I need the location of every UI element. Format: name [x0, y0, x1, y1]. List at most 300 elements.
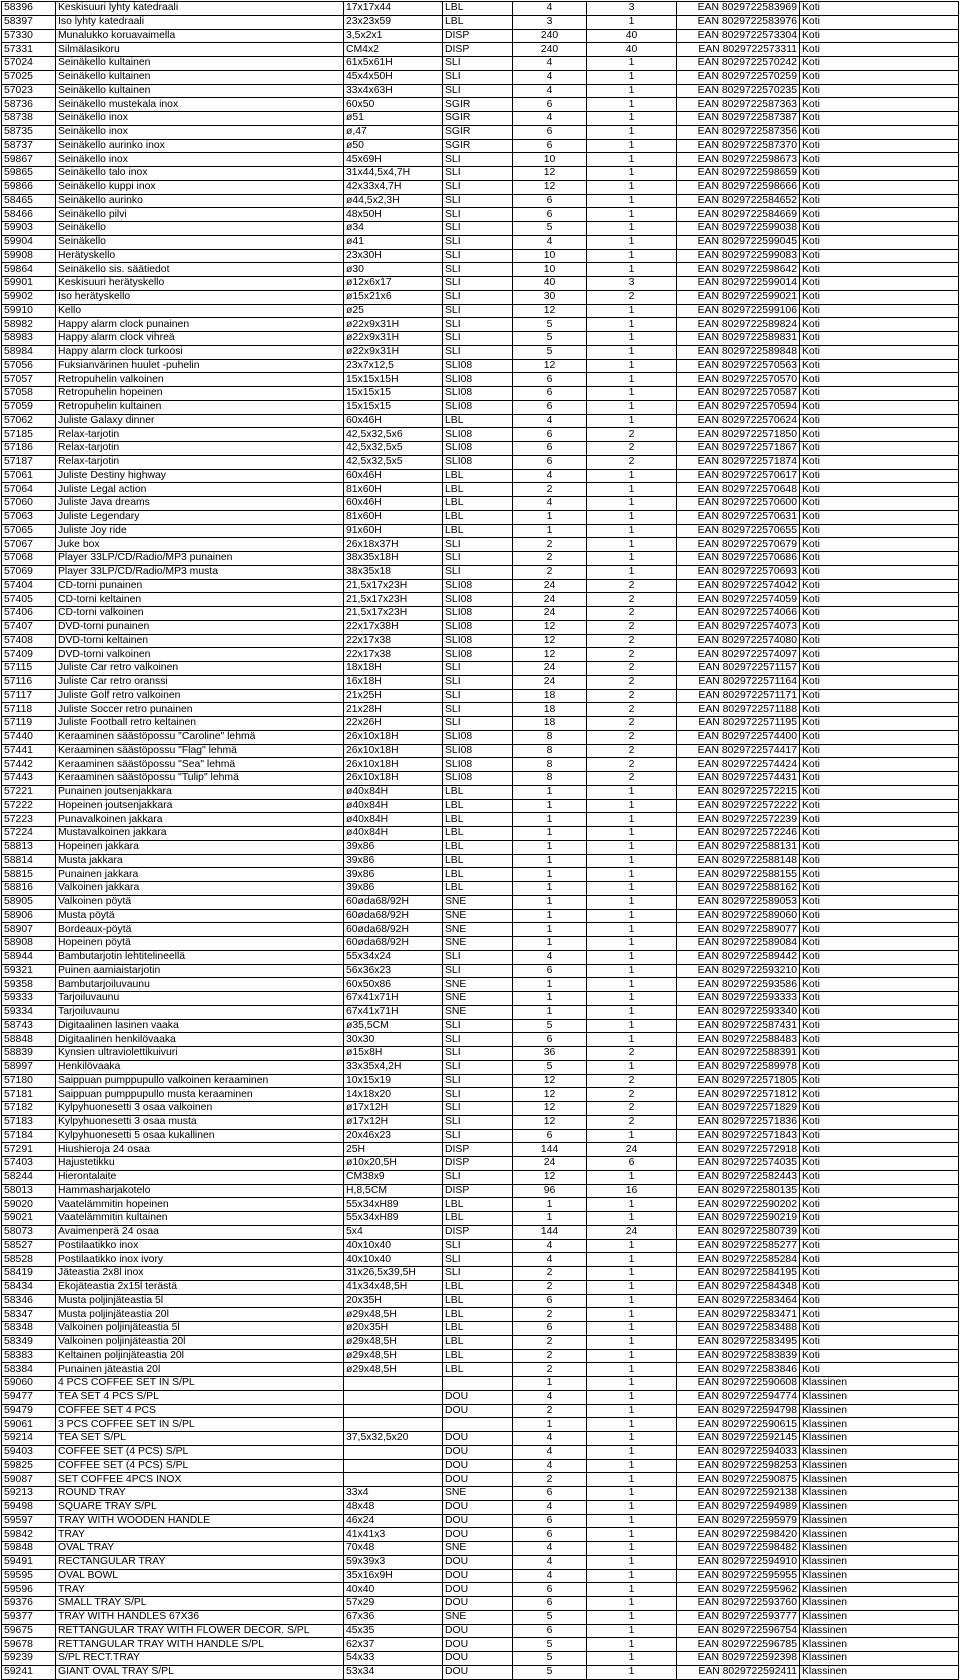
product-size-cell: 61x5x61H [344, 57, 443, 71]
ean-code-cell: EAN 8029722572215 [677, 785, 800, 799]
product-size-cell: 55x34xH89 [344, 1198, 443, 1212]
quantity-inner-cell: 4 [513, 1542, 587, 1556]
table-row [2, 510, 959, 524]
product-size-cell: 54x33 [344, 1652, 443, 1666]
packaging-group-cell: SLI [443, 304, 513, 318]
product-size-cell: 20x35H [344, 1294, 443, 1308]
category-cell: Koti [800, 799, 959, 813]
product-name-cell: Seinäkello kuppi inox [56, 180, 344, 194]
product-size-cell: ø22x9x31H [344, 318, 443, 332]
category-cell: Koti [800, 607, 959, 621]
product-code-cell: 57405 [2, 593, 56, 607]
quantity-outer-cell: 1 [587, 964, 677, 978]
quantity-outer-cell: 1 [587, 112, 677, 126]
product-code-cell: 57408 [2, 634, 56, 648]
product-name-cell: Musta jakkara [56, 854, 344, 868]
quantity-inner-cell: 4 [513, 1445, 587, 1459]
product-code-cell: 57063 [2, 510, 56, 524]
product-size-cell: 42x33x4,7H [344, 180, 443, 194]
product-code-cell: 57060 [2, 497, 56, 511]
ean-code-cell: EAN 8029722594033 [677, 1445, 800, 1459]
quantity-outer-cell: 16 [587, 1184, 677, 1198]
product-size-cell: 57x29 [344, 1597, 443, 1611]
ean-code-cell: EAN 8029722574035 [677, 1157, 800, 1171]
quantity-outer-cell: 1 [587, 1555, 677, 1569]
packaging-group-cell: LBL [443, 1308, 513, 1322]
product-size-cell: 56x36x23 [344, 964, 443, 978]
quantity-inner-cell: 1 [513, 524, 587, 538]
table-row [2, 139, 959, 153]
table-row [2, 648, 959, 662]
product-code-cell: 57057 [2, 373, 56, 387]
quantity-outer-cell: 1 [587, 1500, 677, 1514]
packaging-group-cell: LBL [443, 868, 513, 882]
ean-code-cell: EAN 8029722594910 [677, 1555, 800, 1569]
product-code-cell: 57116 [2, 675, 56, 689]
quantity-inner-cell: 1 [513, 1212, 587, 1226]
quantity-outer-cell: 1 [587, 827, 677, 841]
product-name-cell: Tarjoiluvaunu [56, 992, 344, 1006]
quantity-outer-cell: 1 [587, 1212, 677, 1226]
ean-code-cell: EAN 8029722599106 [677, 304, 800, 318]
product-code-cell: 58397 [2, 15, 56, 29]
ean-code-cell: EAN 8029722590202 [677, 1198, 800, 1212]
product-code-cell: 57330 [2, 29, 56, 43]
table-row [2, 827, 959, 841]
quantity-outer-cell: 1 [587, 84, 677, 98]
product-size-cell: ø34 [344, 222, 443, 236]
ean-code-cell: EAN 8029722595962 [677, 1583, 800, 1597]
product-code-cell: 58944 [2, 950, 56, 964]
product-code-cell: 59377 [2, 1610, 56, 1624]
product-size-cell: 14x18x20 [344, 1088, 443, 1102]
product-code-cell: 57409 [2, 648, 56, 662]
quantity-inner-cell: 6 [513, 139, 587, 153]
product-name-cell: TRAY [56, 1583, 344, 1597]
product-size-cell: 18x18H [344, 662, 443, 676]
product-name-cell: Happy alarm clock vihreä [56, 332, 344, 346]
product-code-cell: 59491 [2, 1555, 56, 1569]
quantity-outer-cell: 1 [587, 180, 677, 194]
table-row [2, 2, 959, 16]
product-name-cell: Punainen jakkara [56, 868, 344, 882]
category-cell: Klassinen [800, 1500, 959, 1514]
table-row [2, 785, 959, 799]
packaging-group-cell: DOU [443, 1459, 513, 1473]
product-name-cell: RECTANGULAR TRAY [56, 1555, 344, 1569]
product-name-cell: Punavalkoinen jakkara [56, 813, 344, 827]
quantity-outer-cell: 1 [587, 497, 677, 511]
packaging-group-cell: SLI [443, 153, 513, 167]
product-name-cell: Kylpyhuonesetti 3 osaa musta [56, 1115, 344, 1129]
table-row [2, 497, 959, 511]
packaging-group-cell: SLI08 [443, 772, 513, 786]
product-code-cell: 57067 [2, 538, 56, 552]
product-code-cell: 57442 [2, 758, 56, 772]
quantity-inner-cell: 4 [513, 497, 587, 511]
packaging-group-cell: LBL [443, 813, 513, 827]
ean-code-cell: EAN 8029722583846 [677, 1363, 800, 1377]
product-name-cell: Seinäkello kultainen [56, 84, 344, 98]
ean-code-cell: EAN 8029722574424 [677, 758, 800, 772]
packaging-group-cell: LBL [443, 827, 513, 841]
ean-code-cell: EAN 8029722583839 [677, 1349, 800, 1363]
product-name-cell: Fuksianvärinen huulet -puhelin [56, 359, 344, 373]
product-name-cell: Juliste Car retro oranssi [56, 675, 344, 689]
category-cell: Koti [800, 208, 959, 222]
packaging-group-cell: SNE [443, 923, 513, 937]
product-code-cell: 58073 [2, 1225, 56, 1239]
product-code-cell: 57056 [2, 359, 56, 373]
product-size-cell: 46x24 [344, 1514, 443, 1528]
product-code-cell: 58396 [2, 2, 56, 16]
quantity-inner-cell: 4 [513, 414, 587, 428]
table-row [2, 455, 959, 469]
product-name-cell: Juke box [56, 538, 344, 552]
product-code-cell: 59087 [2, 1473, 56, 1487]
product-name-cell: SQUARE TRAY S/PL [56, 1500, 344, 1514]
product-size-cell: 60x46H [344, 469, 443, 483]
table-row [2, 1074, 959, 1088]
product-size-cell [344, 1390, 443, 1404]
table-row [2, 744, 959, 758]
table-row [2, 428, 959, 442]
quantity-inner-cell: 4 [513, 1500, 587, 1514]
category-cell: Koti [800, 387, 959, 401]
quantity-inner-cell: 12 [513, 1170, 587, 1184]
product-code-cell: 59479 [2, 1404, 56, 1418]
product-code-cell: 57024 [2, 57, 56, 71]
quantity-outer-cell: 1 [587, 785, 677, 799]
category-cell: Koti [800, 964, 959, 978]
product-code-cell: 58528 [2, 1253, 56, 1267]
quantity-outer-cell: 1 [587, 1308, 677, 1322]
quantity-inner-cell: 1 [513, 895, 587, 909]
product-size-cell: ø15x8H [344, 1047, 443, 1061]
product-code-cell: 57221 [2, 785, 56, 799]
category-cell: Koti [800, 1239, 959, 1253]
quantity-outer-cell: 1 [587, 304, 677, 318]
product-name-cell: Seinäkello pilvi [56, 208, 344, 222]
product-name-cell: Seinäkello inox [56, 125, 344, 139]
product-name-cell: Hiushieroja 24 osaa [56, 1143, 344, 1157]
product-code-cell: 58349 [2, 1335, 56, 1349]
product-code-cell: 57443 [2, 772, 56, 786]
quantity-outer-cell: 1 [587, 1610, 677, 1624]
quantity-inner-cell: 5 [513, 1665, 587, 1679]
product-code-cell: 57119 [2, 717, 56, 731]
category-cell: Koti [800, 1115, 959, 1129]
product-size-cell: 39x86 [344, 868, 443, 882]
quantity-inner-cell: 4 [513, 2, 587, 16]
product-name-cell: Happy alarm clock turkoosi [56, 345, 344, 359]
product-code-cell: 57058 [2, 387, 56, 401]
product-code-cell: 58384 [2, 1363, 56, 1377]
table-row [2, 882, 959, 896]
product-name-cell: COFFEE SET 4 PCS [56, 1404, 344, 1418]
product-size-cell: ø29x48,5H [344, 1363, 443, 1377]
quantity-inner-cell: 36 [513, 1047, 587, 1061]
product-rows [2, 2, 959, 1680]
quantity-inner-cell: 1 [513, 813, 587, 827]
product-name-cell: Musta poljinjäteastia 20l [56, 1308, 344, 1322]
ean-code-cell: EAN 8029722599045 [677, 235, 800, 249]
table-row [2, 593, 959, 607]
table-row [2, 552, 959, 566]
ean-code-cell: EAN 8029722571157 [677, 662, 800, 676]
category-cell: Koti [800, 634, 959, 648]
table-row [2, 524, 959, 538]
product-name-cell: Vaatelämmitin kultainen [56, 1212, 344, 1226]
packaging-group-cell: LBL [443, 510, 513, 524]
packaging-group-cell: DOU [443, 1665, 513, 1679]
product-size-cell: 41x41x3 [344, 1528, 443, 1542]
product-code-cell: 59864 [2, 263, 56, 277]
product-name-cell: Retropuhelin hopeinen [56, 387, 344, 401]
ean-code-cell: EAN 8029722574097 [677, 648, 800, 662]
quantity-outer-cell: 1 [587, 1060, 677, 1074]
packaging-group-cell: SLI [443, 1060, 513, 1074]
product-name-cell: Postilaatikko inox [56, 1239, 344, 1253]
product-size-cell: 33x4x63H [344, 84, 443, 98]
quantity-inner-cell: 24 [513, 1157, 587, 1171]
product-name-cell: Retropuhelin kultainen [56, 400, 344, 414]
category-cell: Klassinen [800, 1445, 959, 1459]
ean-code-cell: EAN 8029722570594 [677, 400, 800, 414]
quantity-outer-cell: 1 [587, 318, 677, 332]
product-code-cell: 58908 [2, 937, 56, 951]
quantity-outer-cell: 2 [587, 579, 677, 593]
ean-code-cell: EAN 8029722583495 [677, 1335, 800, 1349]
quantity-inner-cell: 3 [513, 15, 587, 29]
product-name-cell: Juliste Legendary [56, 510, 344, 524]
product-name-cell: OVAL BOWL [56, 1569, 344, 1583]
ean-code-cell: EAN 8029722570655 [677, 524, 800, 538]
table-row [2, 909, 959, 923]
quantity-inner-cell: 2 [513, 1267, 587, 1281]
quantity-outer-cell: 2 [587, 634, 677, 648]
quantity-inner-cell: 5 [513, 318, 587, 332]
product-code-cell: 58527 [2, 1239, 56, 1253]
product-code-cell: 58737 [2, 139, 56, 153]
ean-code-cell: EAN 8029722588131 [677, 840, 800, 854]
product-size-cell: 21,5x17x23H [344, 607, 443, 621]
category-cell: Klassinen [800, 1610, 959, 1624]
table-row [2, 758, 959, 772]
quantity-outer-cell: 1 [587, 524, 677, 538]
quantity-inner-cell: 6 [513, 1033, 587, 1047]
product-name-cell: Mustavalkoinen jakkara [56, 827, 344, 841]
product-size-cell [344, 1459, 443, 1473]
ean-code-cell: EAN 8029722574059 [677, 593, 800, 607]
packaging-group-cell: DOU [443, 1583, 513, 1597]
quantity-inner-cell: 8 [513, 730, 587, 744]
quantity-outer-cell: 1 [587, 400, 677, 414]
ean-code-cell: EAN 8029722589442 [677, 950, 800, 964]
packaging-group-cell: LBL [443, 1198, 513, 1212]
category-cell: Koti [800, 29, 959, 43]
table-row [2, 249, 959, 263]
category-cell: Koti [800, 1129, 959, 1143]
product-name-cell: Jäteastia 2x8l inox [56, 1267, 344, 1281]
product-name-cell: Vaatelämmitin hopeinen [56, 1198, 344, 1212]
packaging-group-cell: SLI [443, 565, 513, 579]
quantity-inner-cell: 12 [513, 304, 587, 318]
category-cell: Klassinen [800, 1487, 959, 1501]
table-row [2, 318, 959, 332]
product-size-cell [344, 1404, 443, 1418]
table-row [2, 442, 959, 456]
packaging-group-cell: LBL [443, 1294, 513, 1308]
ean-code-cell: EAN 8029722574073 [677, 620, 800, 634]
product-name-cell: Tarjoiluvaunu [56, 1005, 344, 1019]
ean-code-cell: EAN 8029722582443 [677, 1170, 800, 1184]
quantity-inner-cell: 4 [513, 112, 587, 126]
ean-code-cell: EAN 8029722570686 [677, 552, 800, 566]
product-code-cell: 59597 [2, 1514, 56, 1528]
packaging-group-cell: DOU [443, 1473, 513, 1487]
product-code-cell: 57062 [2, 414, 56, 428]
product-code-cell: 58346 [2, 1294, 56, 1308]
table-row [2, 895, 959, 909]
product-code-cell: 59060 [2, 1377, 56, 1391]
product-name-cell: Seinäkello inox [56, 153, 344, 167]
ean-code-cell: EAN 8029722583488 [677, 1322, 800, 1336]
quantity-outer-cell: 1 [587, 1665, 677, 1679]
product-name-cell: RETTANGULAR TRAY WITH HANDLE S/PL [56, 1638, 344, 1652]
ean-code-cell: EAN 8029722570570 [677, 373, 800, 387]
table-row [2, 1418, 959, 1432]
category-cell: Koti [800, 1005, 959, 1019]
ean-code-cell: EAN 8029722587370 [677, 139, 800, 153]
quantity-outer-cell: 1 [587, 1652, 677, 1666]
product-code-cell: 58815 [2, 868, 56, 882]
product-code-cell: 57064 [2, 483, 56, 497]
ean-code-cell: EAN 8029722570648 [677, 483, 800, 497]
category-cell: Koti [800, 772, 959, 786]
ean-code-cell: EAN 8029722587387 [677, 112, 800, 126]
product-code-cell: 59903 [2, 222, 56, 236]
quantity-outer-cell: 40 [587, 43, 677, 57]
product-name-cell: Iso herätyskello [56, 290, 344, 304]
quantity-outer-cell: 1 [587, 1542, 677, 1556]
packaging-group-cell: SLI [443, 1088, 513, 1102]
category-cell: Koti [800, 840, 959, 854]
product-code-cell: 59910 [2, 304, 56, 318]
quantity-outer-cell: 1 [587, 1473, 677, 1487]
quantity-outer-cell: 1 [587, 854, 677, 868]
category-cell: Klassinen [800, 1583, 959, 1597]
product-size-cell: 23x7x12,5 [344, 359, 443, 373]
table-row [2, 813, 959, 827]
quantity-outer-cell: 1 [587, 332, 677, 346]
quantity-outer-cell: 1 [587, 538, 677, 552]
product-size-cell: ø17x12H [344, 1115, 443, 1129]
quantity-inner-cell: 6 [513, 1624, 587, 1638]
category-cell: Koti [800, 1335, 959, 1349]
category-cell: Koti [800, 442, 959, 456]
category-cell: Koti [800, 1280, 959, 1294]
quantity-outer-cell: 1 [587, 1597, 677, 1611]
product-name-cell: Happy alarm clock punainen [56, 318, 344, 332]
product-code-cell: 57407 [2, 620, 56, 634]
quantity-inner-cell: 1 [513, 1377, 587, 1391]
table-row [2, 634, 959, 648]
packaging-group-cell: SLI [443, 222, 513, 236]
category-cell: Koti [800, 1267, 959, 1281]
ean-code-cell: EAN 8029722590219 [677, 1212, 800, 1226]
table-row [2, 1212, 959, 1226]
quantity-inner-cell: 1 [513, 854, 587, 868]
table-row [2, 1019, 959, 1033]
quantity-outer-cell: 1 [587, 552, 677, 566]
product-size-cell: 39x86 [344, 840, 443, 854]
category-cell: Koti [800, 318, 959, 332]
quantity-outer-cell: 1 [587, 1033, 677, 1047]
product-name-cell: Hopeinen pöytä [56, 937, 344, 951]
category-cell: Koti [800, 249, 959, 263]
packaging-group-cell: SLI [443, 675, 513, 689]
ean-code-cell: EAN 8029722571867 [677, 442, 800, 456]
packaging-group-cell: DISP [443, 1143, 513, 1157]
quantity-inner-cell: 1 [513, 827, 587, 841]
product-code-cell: 59902 [2, 290, 56, 304]
product-name-cell: Seinäkello sis. säätiedot [56, 263, 344, 277]
quantity-inner-cell: 2 [513, 565, 587, 579]
table-row [2, 57, 959, 71]
table-row [2, 290, 959, 304]
category-cell: Koti [800, 125, 959, 139]
category-cell: Koti [800, 98, 959, 112]
category-cell: Koti [800, 909, 959, 923]
packaging-group-cell: SLI [443, 1115, 513, 1129]
ean-code-cell: EAN 8029722589084 [677, 937, 800, 951]
category-cell: Koti [800, 579, 959, 593]
ean-code-cell: EAN 8029722584348 [677, 1280, 800, 1294]
quantity-inner-cell: 2 [513, 1280, 587, 1294]
category-cell: Koti [800, 730, 959, 744]
ean-code-cell: EAN 8029722599014 [677, 277, 800, 291]
product-code-cell: 58347 [2, 1308, 56, 1322]
quantity-inner-cell: 8 [513, 772, 587, 786]
product-name-cell: Keraaminen säästöpossu "Flag" lehmä [56, 744, 344, 758]
product-code-cell: 59596 [2, 1583, 56, 1597]
packaging-group-cell: SLI [443, 1170, 513, 1184]
category-cell: Koti [800, 1170, 959, 1184]
product-code-cell: 57403 [2, 1157, 56, 1171]
quantity-outer-cell: 6 [587, 1157, 677, 1171]
category-cell: Koti [800, 263, 959, 277]
quantity-outer-cell: 1 [587, 469, 677, 483]
ean-code-cell: EAN 8029722588148 [677, 854, 800, 868]
product-size-cell: 39x86 [344, 882, 443, 896]
table-row [2, 799, 959, 813]
packaging-group-cell [443, 1418, 513, 1432]
product-size-cell: 53x34 [344, 1665, 443, 1679]
packaging-group-cell: DOU [443, 1597, 513, 1611]
product-code-cell: 57331 [2, 43, 56, 57]
category-cell: Koti [800, 332, 959, 346]
quantity-inner-cell: 5 [513, 345, 587, 359]
table-row [2, 414, 959, 428]
packaging-group-cell: LBL [443, 882, 513, 896]
packaging-group-cell: LBL [443, 15, 513, 29]
product-code-cell: 58466 [2, 208, 56, 222]
category-cell: Koti [800, 400, 959, 414]
ean-code-cell: EAN 8029722589053 [677, 895, 800, 909]
product-size-cell: 40x10x40 [344, 1239, 443, 1253]
table-row [2, 1445, 959, 1459]
